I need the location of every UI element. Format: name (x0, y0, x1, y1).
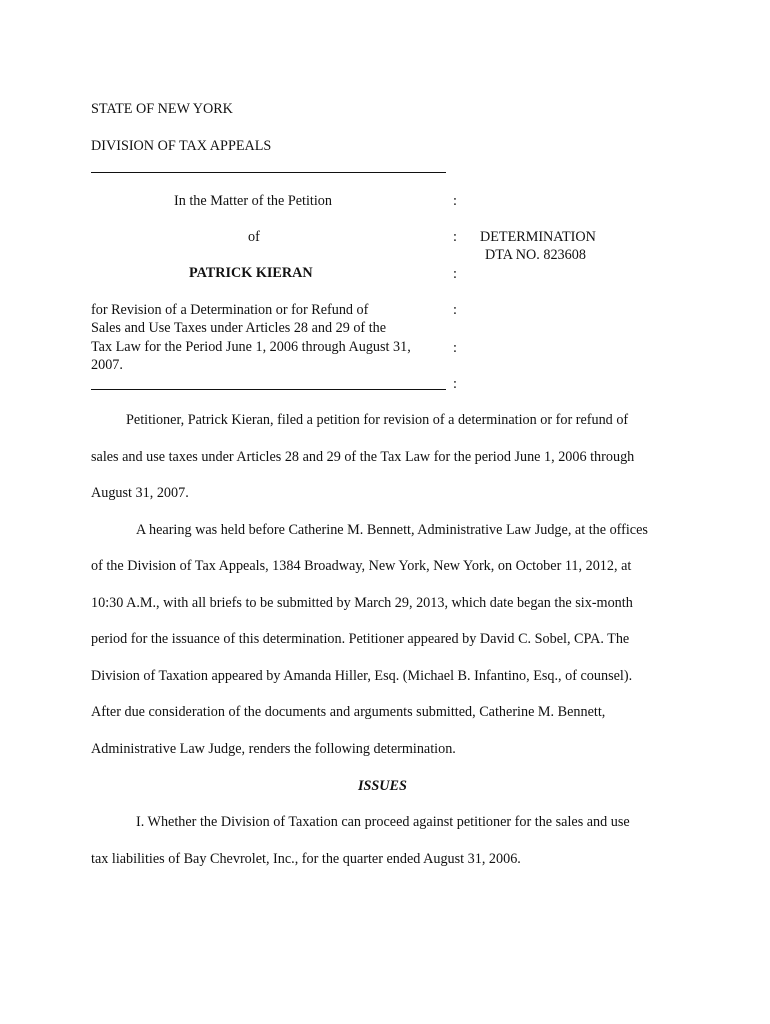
caption-colon: : (453, 340, 457, 356)
para2-line-5: Division of Taxation appeared by Amanda Hiller, Esq. (Michael B. Infantino, Esq., of counsel). (91, 668, 633, 684)
caption-bottom-rule (91, 389, 446, 390)
division-heading: DIVISION OF TAX APPEALS (91, 138, 272, 154)
determination-label: DETERMINATION (480, 229, 596, 245)
caption-colon: : (453, 376, 457, 392)
matter-line: In the Matter of the Petition (174, 193, 332, 209)
of-line: of (248, 229, 260, 245)
caption-top-rule (91, 172, 446, 173)
issue1-line-2: tax liabilities of Bay Chevrolet, Inc., for the quarter ended August 31, 2006. (91, 851, 521, 867)
issues-heading: ISSUES (358, 778, 407, 794)
caption-colon: : (453, 193, 457, 209)
caption-colon: : (453, 302, 457, 318)
revision-line-1: for Revision of a Determination or for Refund of (91, 302, 369, 318)
para2-line-2: of the Division of Tax Appeals, 1384 Broadway, New York, New York, on October 11, 2012, at (91, 558, 632, 574)
para1-line-2: sales and use taxes under Articles 28 and 29 of the Tax Law for the period June 1, 2006 through (91, 449, 635, 465)
revision-line-3: Tax Law for the Period June 1, 2006 through August 31, (91, 339, 411, 355)
para2-line-6: After due consideration of the documents and arguments submitted, Catherine M. Bennett, (91, 704, 606, 720)
caption-colon: : (453, 266, 457, 282)
petitioner-name: PATRICK KIERAN (189, 265, 313, 281)
state-heading: STATE OF NEW YORK (91, 101, 233, 117)
para2-line-1: A hearing was held before Catherine M. Bennett, Administrative Law Judge, at the offices (136, 522, 648, 538)
issue1-line-1: I. Whether the Division of Taxation can proceed against petitioner for the sales and use (136, 814, 630, 830)
para1-line-3: August 31, 2007. (91, 485, 189, 501)
dta-number: DTA NO. 823608 (485, 247, 586, 263)
revision-line-4: 2007. (91, 357, 123, 373)
para2-line-3: 10:30 A.M., with all briefs to be submitted by March 29, 2013, which date began the six-month (91, 595, 633, 611)
para2-line-7: Administrative Law Judge, renders the following determination. (91, 741, 456, 757)
caption-colon: : (453, 229, 457, 245)
revision-line-2: Sales and Use Taxes under Articles 28 and 29 of the (91, 320, 387, 336)
para2-line-4: period for the issuance of this determination. Petitioner appeared by David C. Sobel, CPA. The (91, 631, 630, 647)
para1-line-1: Petitioner, Patrick Kieran, filed a petition for revision of a determination or for refund of (126, 412, 629, 428)
